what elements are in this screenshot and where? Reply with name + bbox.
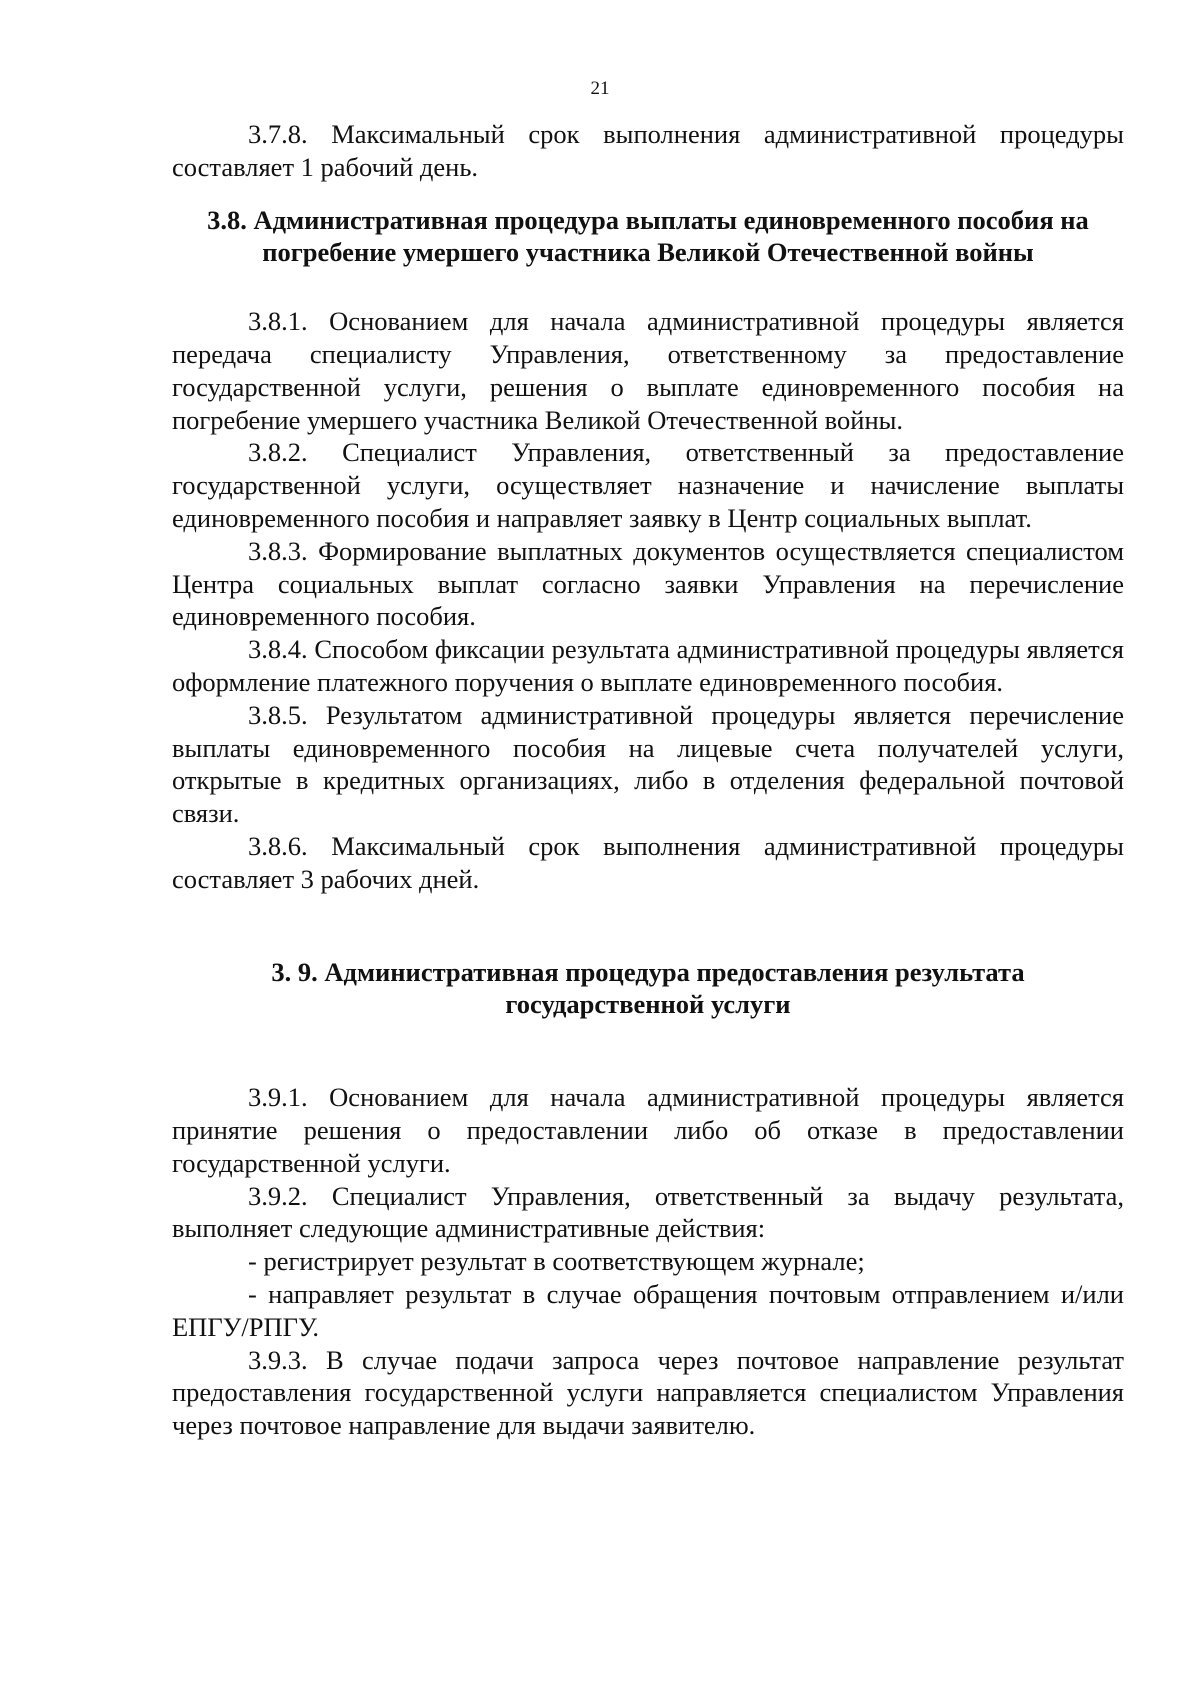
document-body (172, 118, 1124, 1442)
section-heading-3-8: 3.8. Административная процедура выплаты единовременного пособия на погребение умершего участника Великой Отечественной войны (207, 204, 1089, 268)
paragraph-3-8-1: 3.8.1. Основанием для начала административной процедуры является передача специалисту Управления, ответственному за предоставление государственной услуги, решения о выплате единовременного пособия на погребение умершего участника Великой Отечественной войны. (172, 306, 1124, 435)
paragraph-3-8-5: 3.8.5. Результатом административной процедуры является перечисление выплаты единовременного пособия на лицевые счета получателей услуги, открытые в кредитных организациях, либо в отделения федеральной почтовой связи. (172, 699, 1124, 829)
list-item-send: - направляет результат в случае обращения почтовым отправлением и/или ЕПГУ/РПГУ. (172, 1278, 1124, 1342)
list-item-register: - регистрирует результат в соответствующем журнале; (248, 1246, 865, 1277)
paragraph-3-9-3: 3.9.3. В случае подачи запроса через почтовое направление результат предоставления государственной услуги направляется специалистом Управления через почтовое направление для выдачи заявителю. (172, 1344, 1124, 1441)
page-number: 21 (590, 78, 610, 99)
paragraph-3-8-3: 3.8.3. Формирование выплатных документов осуществляется специалистом Центра социальных выплат согласно заявки Управления на перечисление единовременного пособия. (172, 535, 1124, 632)
paragraph-3-8-4: 3.8.4. Способом фиксации результата административной процедуры является оформление платежного поручения о выплате единовременного пособия. (172, 634, 1124, 697)
paragraph-3-9-1: 3.9.1. Основанием для начала административной процедуры является принятие решения о предоставлении либо об отказе в предоставлении государственной услуги. (172, 1082, 1124, 1178)
section-heading-3-9: 3. 9. Административная процедура предоставления результата государственной услуги (271, 956, 1025, 1020)
paragraph-3-8-2: 3.8.2. Специалист Управления, ответственный за предоставление государственной услуги, осуществляет назначение и начисление выплаты единовременного пособия и направляет заявку в Центр социальных выплат. (172, 437, 1124, 533)
paragraph-3-8-6: 3.8.6. Максимальный срок выполнения административной процедуры составляет 3 рабочих дней. (172, 830, 1124, 894)
paragraph-3-7-8: 3.7.8. Максимальный срок выполнения административной процедуры составляет 1 рабочий день. (172, 119, 1124, 182)
paragraph-3-9-2: 3.9.2. Специалист Управления, ответственный за выдачу результата, выполняет следующие административные действия: (172, 1180, 1124, 1244)
